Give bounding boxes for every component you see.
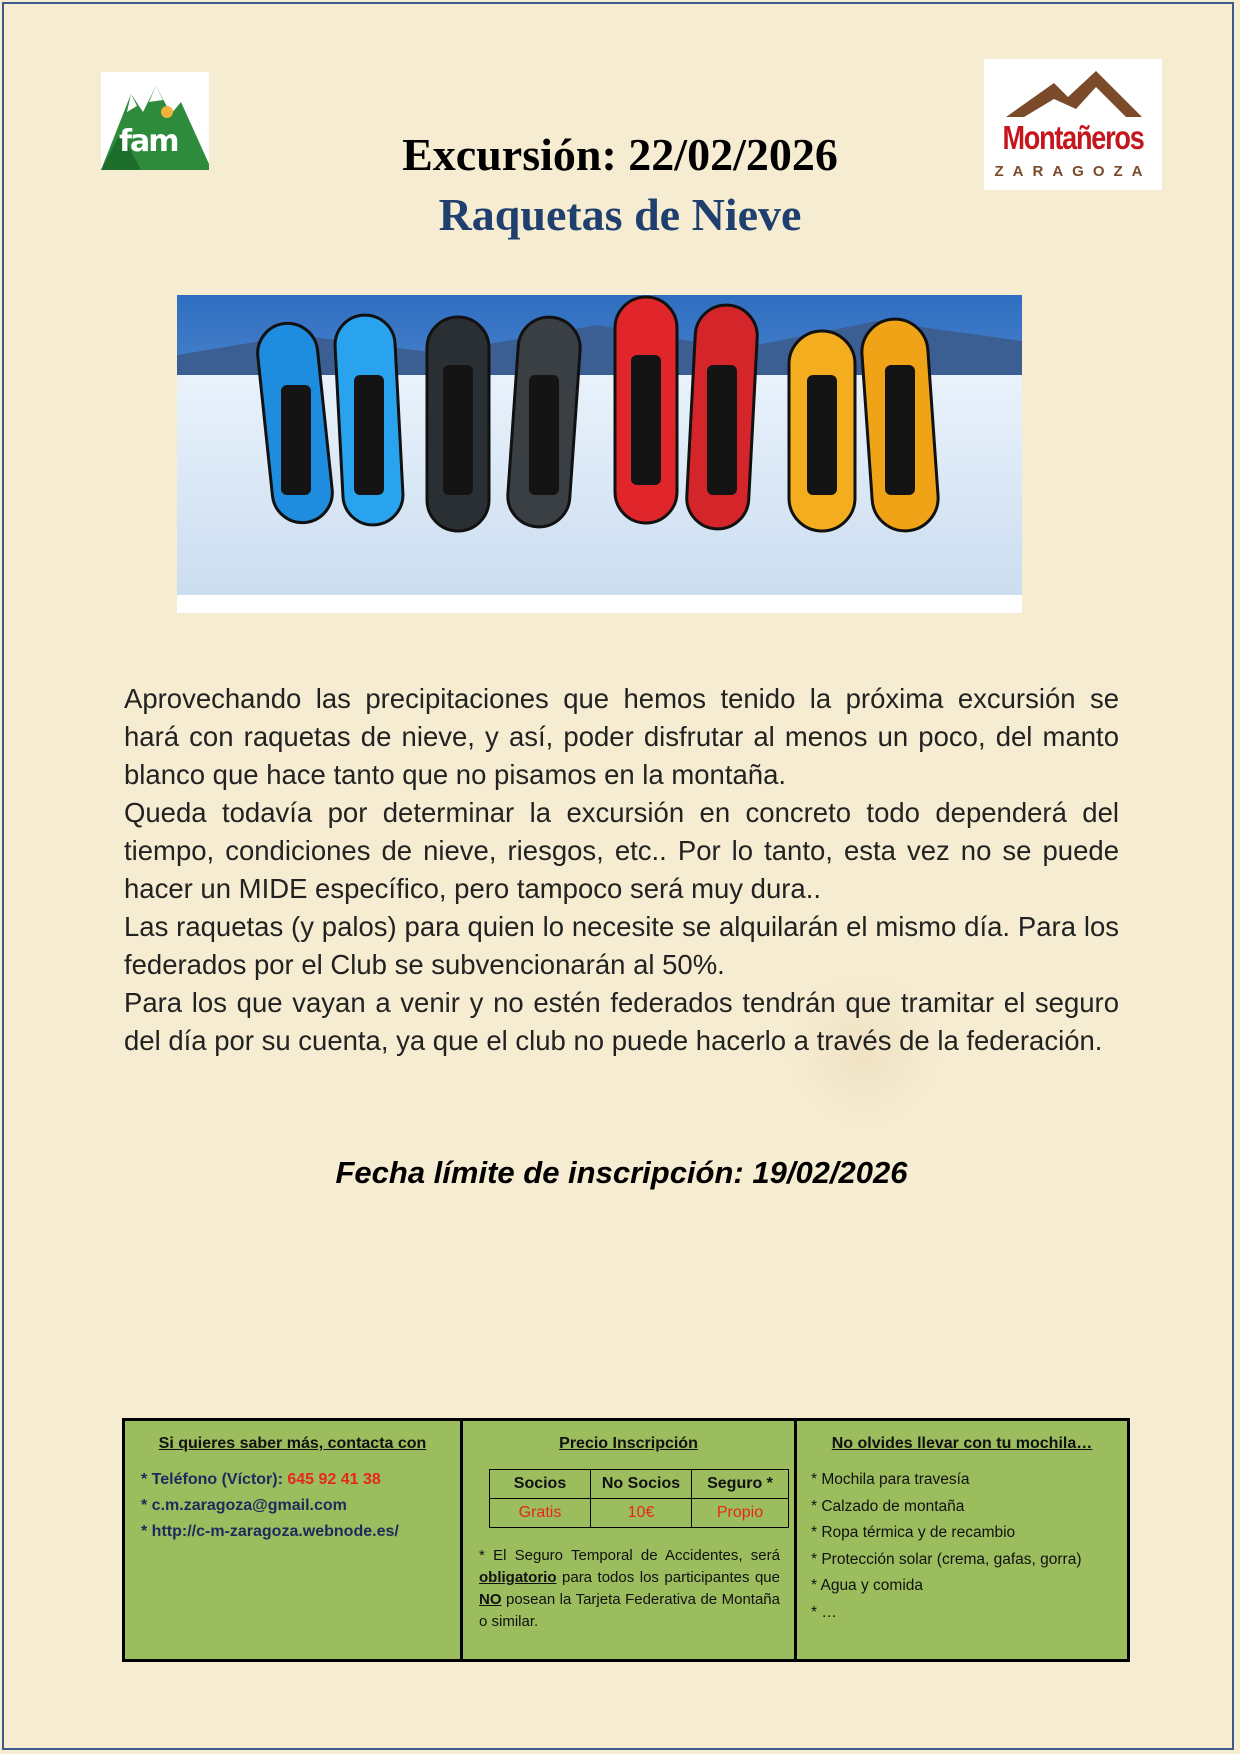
contact-list (141, 1467, 399, 1545)
price-heading: Precio Inscripción (559, 1435, 698, 1452)
website-link[interactable]: * http://c-m-zaragoza.webnode.es/ (141, 1523, 399, 1540)
phone-label: * Teléfono (Víctor): (141, 1471, 283, 1488)
note-obligatorio: obligatorio (479, 1569, 557, 1586)
insurance-note (479, 1545, 780, 1633)
packing-item: * Mochila para travesía (811, 1471, 970, 1488)
phone-number[interactable]: 645 92 41 38 (287, 1471, 381, 1488)
price-col-seguro: Seguro * (692, 1470, 789, 1499)
note-text-1: * El Seguro Temporal de Accidentes, será (479, 1547, 780, 1564)
paragraph-route: Queda todavía por determinar la excursión en concreto todo dependerá del tiempo, condiciones de nieve, riesgos, etc.. Por lo tanto, esta vez no se puede hacer un MIDE específico, pero tampoco será muy dura.. (124, 797, 1119, 904)
packing-item: * … (811, 1603, 837, 1621)
price-socios: Gratis (490, 1499, 591, 1528)
price-no-socios: 10€ (591, 1499, 692, 1528)
packing-item: * Protección solar (crema, gafas, gorra) (811, 1550, 1082, 1568)
packing-list (811, 1467, 1082, 1626)
logo-main-text: Montañeros (1002, 119, 1144, 156)
price-col-no-socios: No Socios (591, 1470, 692, 1499)
packing-column (797, 1421, 1127, 1659)
email-link[interactable]: * c.m.zaragoza@gmail.com (141, 1497, 347, 1514)
price-table (489, 1469, 789, 1528)
note-text-2: para todos los participantes que (556, 1569, 780, 1586)
packing-item: * Ropa térmica y de recambio (811, 1524, 1016, 1541)
page-title: Excursión: 22/02/2026 (402, 129, 838, 180)
info-table (122, 1418, 1130, 1662)
phone-line (141, 1467, 399, 1493)
note-text-3: posean la Tarjeta Federativa de Montaña o similar. (479, 1591, 780, 1630)
excursion-description (124, 680, 1119, 1060)
snowshoes-photo (177, 295, 1022, 613)
fam-logo-text: fam (119, 124, 178, 159)
page-subtitle: Raquetas de Nieve (438, 189, 802, 240)
price-column (463, 1421, 797, 1659)
contact-heading: Si quieres saber más, contacta con (158, 1435, 427, 1452)
paragraph-rental: Las raquetas (y palos) para quien lo necesite se alquilarán el mismo día. Para los federados por el Club se subvencionarán al 50%. (124, 911, 1119, 980)
logo-sub-text: ZARAGOZA (994, 163, 1152, 180)
montaneros-zaragoza-logo (984, 59, 1162, 190)
price-seguro: Propio (692, 1499, 789, 1528)
paragraph-intro: Aprovechando las precipitaciones que hemos tenido la próxima excursión se hará con raquetas de nieve, y así, poder disfrutar al menos un poco, del manto blanco que hace tanto que no pisamos en la montaña. (124, 683, 1119, 790)
paragraph-insurance: Para los que vayan a venir y no estén federados tendrán que tramitar el seguro del día por su cuenta, ya que el club no puede hacerlo a través de la federación. (124, 987, 1119, 1056)
packing-item: * Agua y comida (811, 1577, 924, 1594)
price-col-socios: Socios (490, 1470, 591, 1499)
price-table-row (490, 1499, 789, 1528)
packing-item: * Calzado de montaña (811, 1497, 965, 1515)
fam-logo (101, 72, 209, 170)
registration-deadline: Fecha límite de inscripción: 19/02/2026 (335, 1155, 908, 1190)
note-no: NO (479, 1591, 502, 1608)
packing-heading: No olvides llevar con tu mochila… (831, 1435, 1093, 1452)
contact-column (125, 1421, 463, 1659)
price-table-header-row (490, 1470, 789, 1499)
